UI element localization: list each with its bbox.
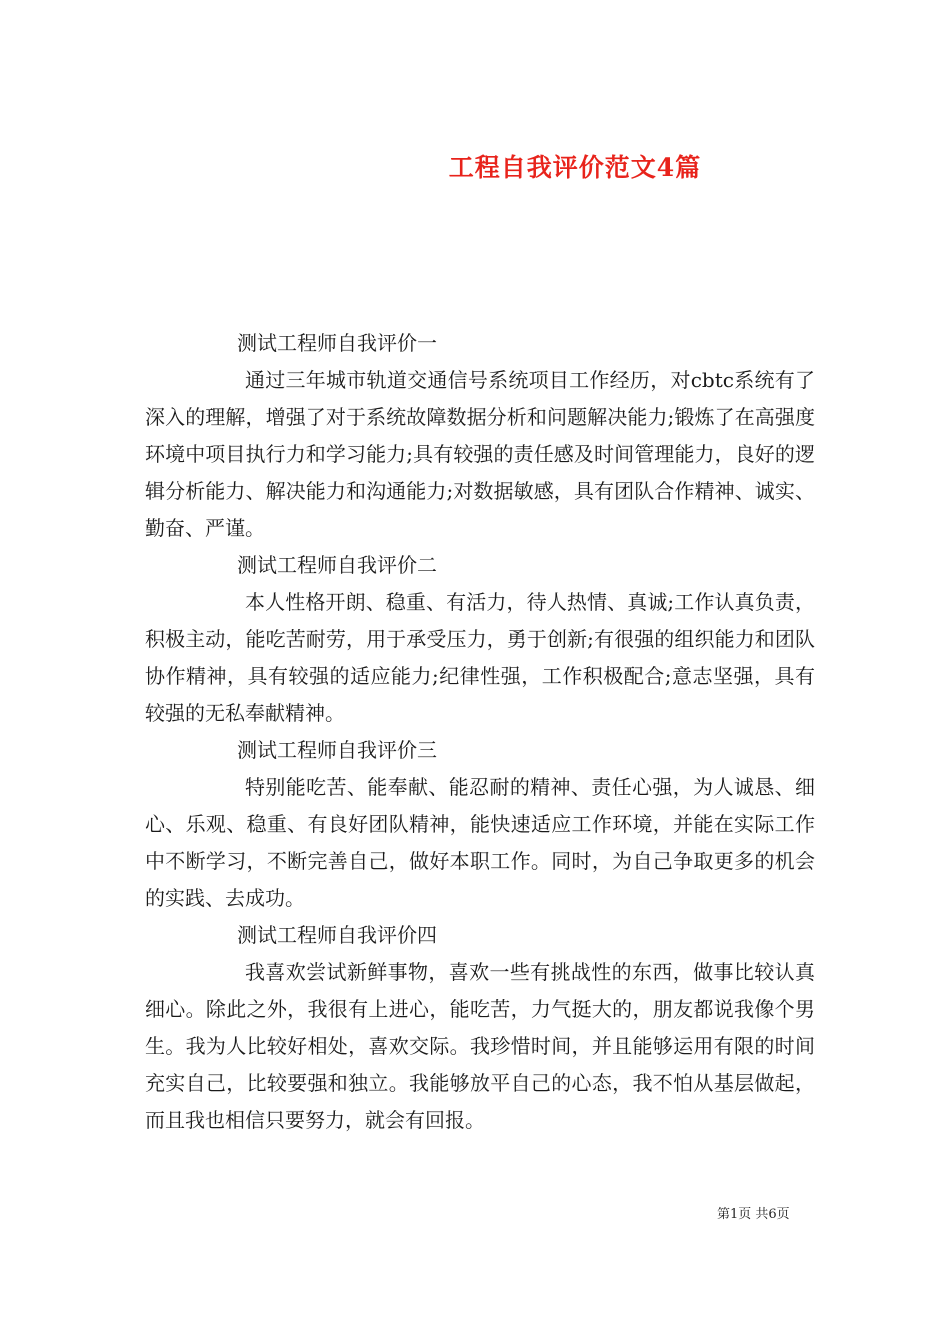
section-1 (145, 325, 815, 547)
section-heading: 测试工程师自我评价三 (237, 738, 437, 762)
page-number: 第1页 共6页 (717, 1207, 790, 1222)
document-body (145, 325, 815, 1139)
section-3 (145, 732, 815, 917)
section-paragraph: 通过三年城市轨道交通信号系统项目工作经历，对cbtc系统有了深入的理解，增强了对于系统故障数据分析和问题解决能力;锻炼了在高强度环境中项目执行力和学习能力;具有较强的责任感及时间管理能力，良好的逻辑分析能力、解决能力和沟通能力;对数据敏感，具有团队合作精神、诚实、勤奋、严谨。 (145, 368, 815, 540)
document-title: 工程自我评价范文4篇 (448, 152, 702, 182)
section-paragraph: 特别能吃苦、能奉献、能忍耐的精神、责任心强，为人诚恳、细心、乐观、稳重、有良好团队精神，能快速适应工作环境，并能在实际工作中不断学习，不断完善自己，做好本职工作。同时，为自己争取更多的机会的实践、去成功。 (145, 775, 815, 910)
section-paragraph: 本人性格开朗、稳重、有活力，待人热情、真诚;工作认真负责，积极主动，能吃苦耐劳，用于承受压力，勇于创新;有很强的组织能力和团队协作精神，具有较强的适应能力;纪律性强，工作积极配合;意志坚强，具有较强的无私奉献精神。 (145, 590, 815, 725)
section-2 (145, 547, 815, 732)
section-heading: 测试工程师自我评价四 (237, 923, 437, 947)
section-4 (145, 917, 815, 1139)
section-paragraph: 我喜欢尝试新鲜事物，喜欢一些有挑战性的东西，做事比较认真细心。除此之外，我很有上进心，能吃苦，力气挺大的，朋友都说我像个男生。我为人比较好相处，喜欢交际。我珍惜时间，并且能够运用有限的时间充实自己，比较要强和独立。我能够放平自己的心态，我不怕从基层做起，而且我也相信只要努力，就会有回报。 (145, 960, 815, 1132)
section-heading: 测试工程师自我评价一 (237, 331, 437, 355)
section-heading: 测试工程师自我评价二 (237, 553, 437, 577)
